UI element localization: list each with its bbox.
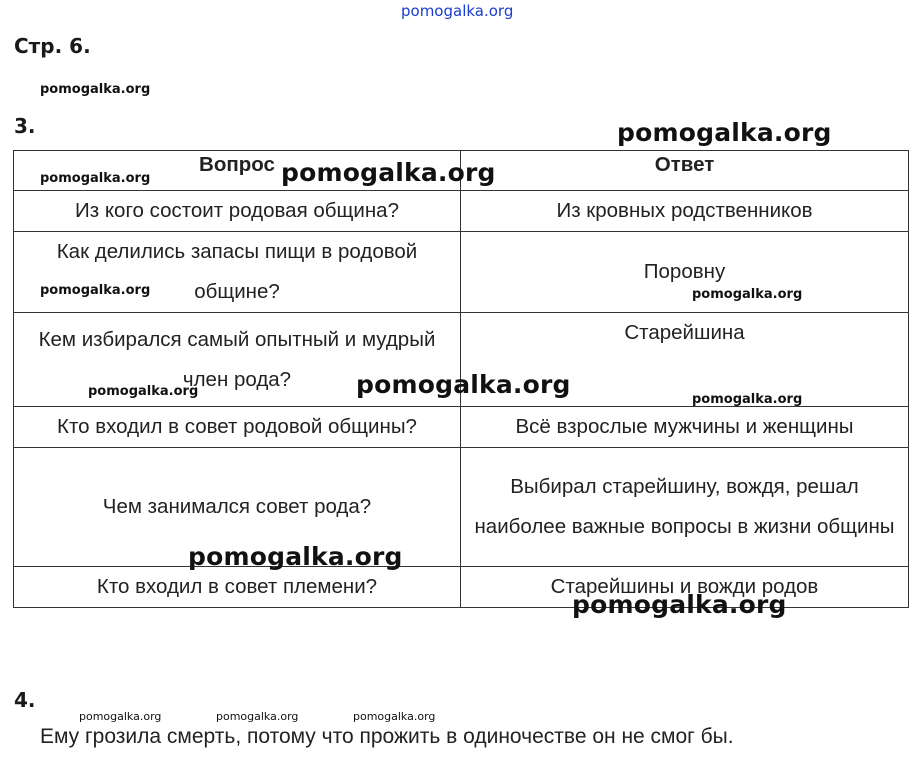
- answer-cell: Старейшина: [461, 313, 909, 407]
- watermark: pomogalka.org: [188, 542, 403, 571]
- watermark: pomogalka.org: [353, 710, 436, 723]
- watermark: pomogalka.org: [216, 710, 299, 723]
- watermark: pomogalka.org: [281, 158, 496, 187]
- answer-cell: Старейшины и вожди родов: [461, 567, 909, 608]
- question-cell: Кто входил в совет племени?: [14, 567, 461, 608]
- watermark: pomogalka.org: [617, 118, 832, 147]
- page-reference: Стр. 6.: [14, 34, 91, 58]
- watermark: pomogalka.org: [572, 590, 787, 619]
- answer-cell: Выбирал старейшину, вождя, решал наиболее важные вопросы в жизни общины: [461, 448, 909, 567]
- task-4-answer: Ему грозила смерть, потому что прожить в одиночестве он не смог бы.: [40, 725, 734, 748]
- header-question: Вопрос: [14, 151, 461, 191]
- task-4-number: 4.: [14, 688, 36, 712]
- table-row: [14, 191, 909, 232]
- watermark: pomogalka.org: [692, 392, 803, 407]
- watermark: pomogalka.org: [88, 384, 199, 399]
- watermark: pomogalka.org: [40, 82, 151, 97]
- answer-cell: Поровну: [461, 232, 909, 313]
- watermark: pomogalka.org: [692, 287, 803, 302]
- watermark: pomogalka.org: [356, 370, 571, 399]
- question-cell: Из кого состоит родовая община?: [14, 191, 461, 232]
- watermark: pomogalka.org: [40, 283, 151, 298]
- task-3-number: 3.: [14, 114, 36, 138]
- question-cell: Кто входил в совет родовой общины?: [14, 407, 461, 448]
- watermark: pomogalka.org: [40, 171, 151, 186]
- answer-cell: Из кровных родственников: [461, 191, 909, 232]
- question-cell: Как делились запасы пищи в родовой общине?: [14, 232, 461, 313]
- header-answer: Ответ: [461, 151, 909, 191]
- question-cell: Кем избирался самый опытный и мудрый член рода?: [14, 313, 461, 407]
- table-row: [14, 448, 909, 567]
- watermark: pomogalka.org: [79, 710, 162, 723]
- watermark-link-top[interactable]: pomogalka.org: [401, 2, 514, 20]
- answer-cell: Всё взрослые мужчины и женщины: [461, 407, 909, 448]
- question-cell: Чем занимался совет рода?: [14, 448, 461, 567]
- table-row: [14, 407, 909, 448]
